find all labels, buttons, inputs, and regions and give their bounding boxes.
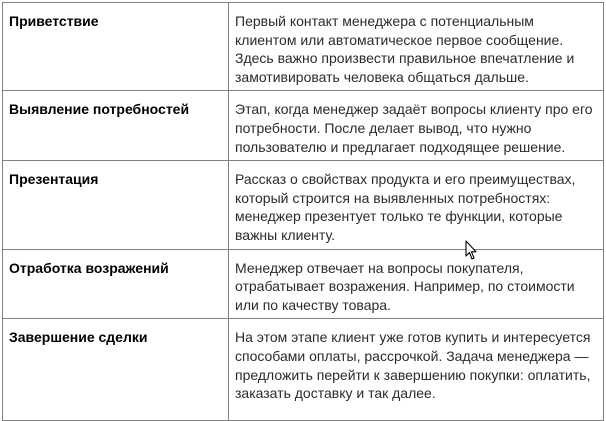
table-row — [3, 3, 604, 91]
stage-name: Выявление потребностей — [3, 91, 229, 161]
stage-name: Приветствие — [3, 3, 229, 91]
stage-description: На этом этапе клиент уже готов купить и интересуется способами оплаты, рассрочкой. Задача менеджера — предложить перейти к завершению покупки: оплатить, заказать доставку и так далее. — [229, 319, 604, 421]
stage-name: Отработка возражений — [3, 249, 229, 319]
stage-name: Завершение сделки — [3, 319, 229, 421]
stage-description: Менеджер отвечает на вопросы покупателя, отрабатывает возражения. Например, по стоимости или по качеству товара. — [229, 249, 604, 319]
table-row — [3, 91, 604, 161]
text-cursor-icon — [465, 240, 477, 260]
stage-name: Презентация — [3, 161, 229, 249]
stage-description: Первый контакт менеджера с потенциальным клиентом или автоматическое первое сообщение. Здесь важно произвести правильное впечатление и замотивировать человека общаться дальше. — [229, 3, 604, 91]
table-row — [3, 319, 604, 421]
sales-stages-table — [2, 2, 604, 421]
stage-description: Этап, когда менеджер задаёт вопросы клиенту про его потребности. После делает вывод, что нужно пользователю и предлагает подходящее решение. — [229, 91, 604, 161]
table-row — [3, 249, 604, 319]
stage-description: Рассказ о свойствах продукта и его преимуществах, который строится на выявленных потребностях: менеджер презентует только те функции, которые важны клиенту. — [229, 161, 604, 249]
table-row — [3, 161, 604, 249]
